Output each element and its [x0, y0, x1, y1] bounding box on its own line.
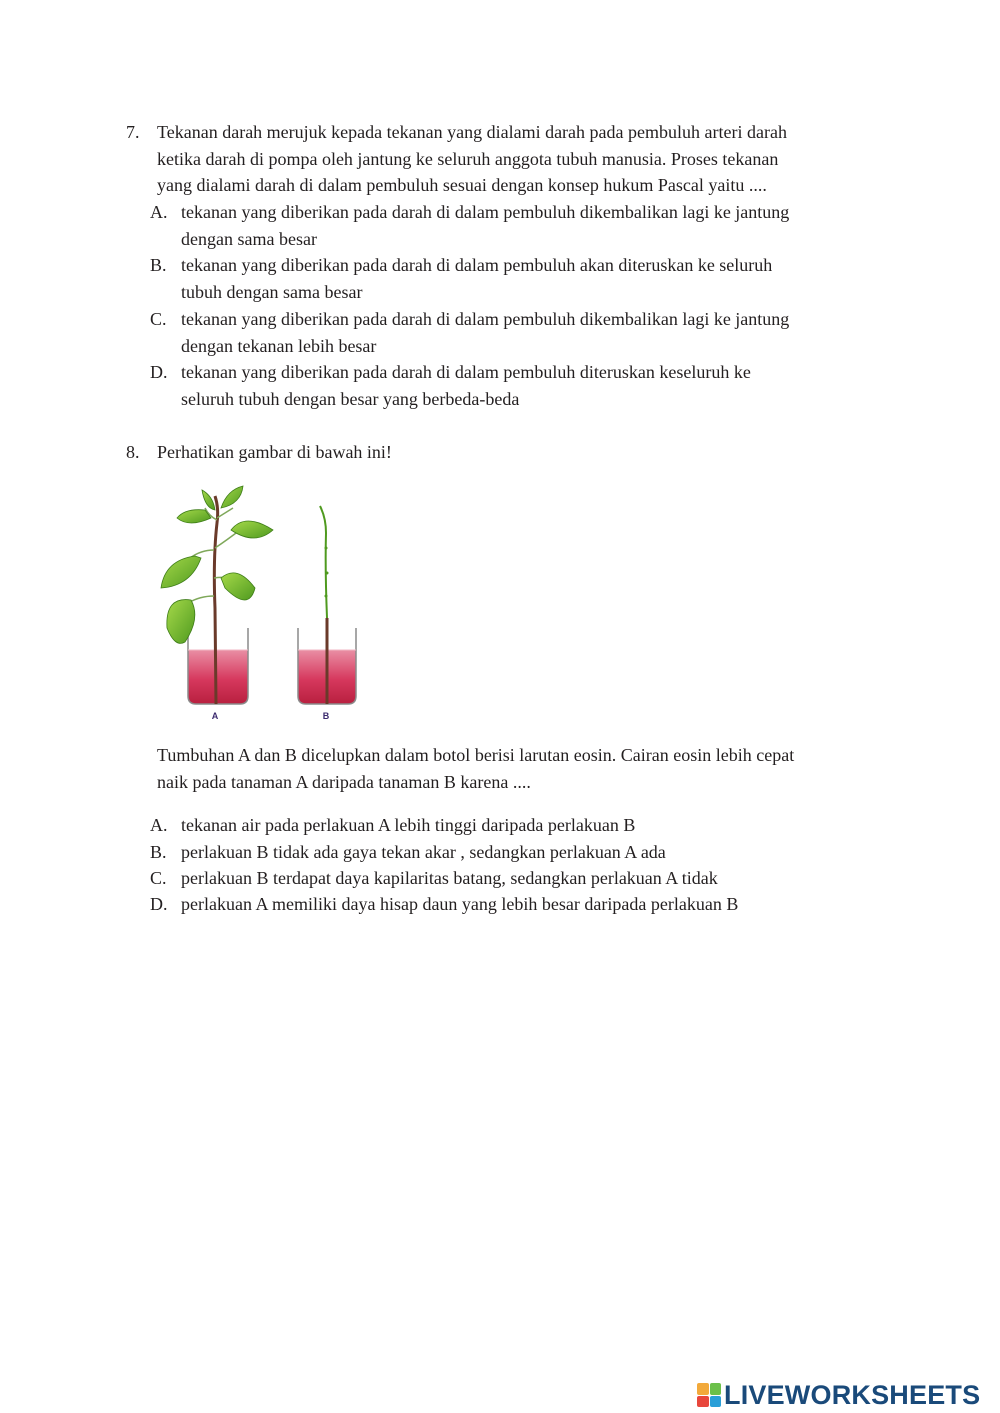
question-7-stem [157, 119, 877, 199]
option-text-line: dengan tekanan lebih besar [181, 335, 377, 356]
liveworksheets-logo[interactable] [697, 1378, 980, 1412]
option-text-line: tekanan yang diberikan pada darah di dalam pembuluh dikembalikan lagi ke jantung [181, 309, 790, 329]
option-label: C. [150, 868, 167, 888]
option-label: A. [150, 815, 168, 835]
logo-square [697, 1383, 709, 1395]
option-text-line: tubuh dengan sama besar [181, 281, 363, 302]
option-text [181, 199, 789, 252]
question-7-stem-line: Tekanan darah merujuk kepada tekanan yang dialami darah pada pembuluh arteri darah [157, 122, 787, 142]
question-8-instruction: Perhatikan gambar di bawah ini! [157, 442, 392, 462]
option-text: tekanan air pada perlakuan A lebih tinggi daripada perlakuan B [181, 815, 636, 835]
option-label: B. [150, 255, 167, 275]
option-text-line: tekanan yang diberikan pada darah di dalam pembuluh diteruskan keseluruh ke [181, 362, 751, 382]
option-text: perlakuan B tidak ada gaya tekan akar , sedangkan perlakuan A ada [181, 842, 666, 862]
logo-text: LIVEWORKSHEETS [724, 1379, 981, 1410]
logo-square [710, 1383, 722, 1395]
option-label: C. [150, 309, 167, 329]
figure-label-a: A [211, 711, 219, 721]
question-8-stem-line: naik pada tanaman A daripada tanaman B karena .... [157, 771, 531, 792]
question-7-stem-line: yang dialami darah di dalam pembuluh sesuai dengan konsep hukum Pascal yaitu .... [157, 175, 767, 195]
eosin-experiment-figure [155, 478, 370, 726]
beaker-a [188, 628, 248, 704]
logo-square [710, 1396, 722, 1408]
question-7-number: 7. [126, 122, 140, 142]
leafy-plant-a [161, 486, 273, 704]
option-text-line: seluruh tubuh dengan besar yang berbeda-beda [181, 388, 520, 409]
figure-label-b: B [322, 711, 330, 721]
question-8-number: 8. [126, 442, 140, 462]
logo-icon [697, 1383, 721, 1407]
option-text-line: tekanan yang diberikan pada darah di dalam pembuluh akan diteruskan ke seluruh [181, 255, 773, 275]
question-7-stem-line: ketika darah di pompa oleh jantung ke seluruh anggota tubuh manusia. Proses tekanan [157, 148, 779, 169]
option-text: perlakuan B terdapat daya kapilaritas batang, sedangkan perlakuan A tidak [181, 868, 718, 888]
option-text [181, 359, 751, 412]
option-text-line: tekanan yang diberikan pada darah di dalam pembuluh dikembalikan lagi ke jantung [181, 202, 790, 222]
option-label: D. [150, 362, 168, 382]
option-text-line: dengan sama besar [181, 228, 317, 249]
logo-square [697, 1396, 709, 1408]
question-8-stem-line: Tumbuhan A dan B dicelupkan dalam botol berisi larutan eosin. Cairan eosin lebih cepat [157, 745, 795, 765]
question-8-stem [157, 742, 877, 795]
option-text [181, 306, 789, 359]
option-label: A. [150, 202, 168, 222]
option-label: D. [150, 894, 168, 914]
option-text [181, 252, 772, 305]
plants-in-beakers-illustration [155, 478, 370, 726]
option-label: B. [150, 842, 167, 862]
option-text: perlakuan A memiliki daya hisap daun yang lebih besar daripada perlakuan B [181, 894, 739, 914]
